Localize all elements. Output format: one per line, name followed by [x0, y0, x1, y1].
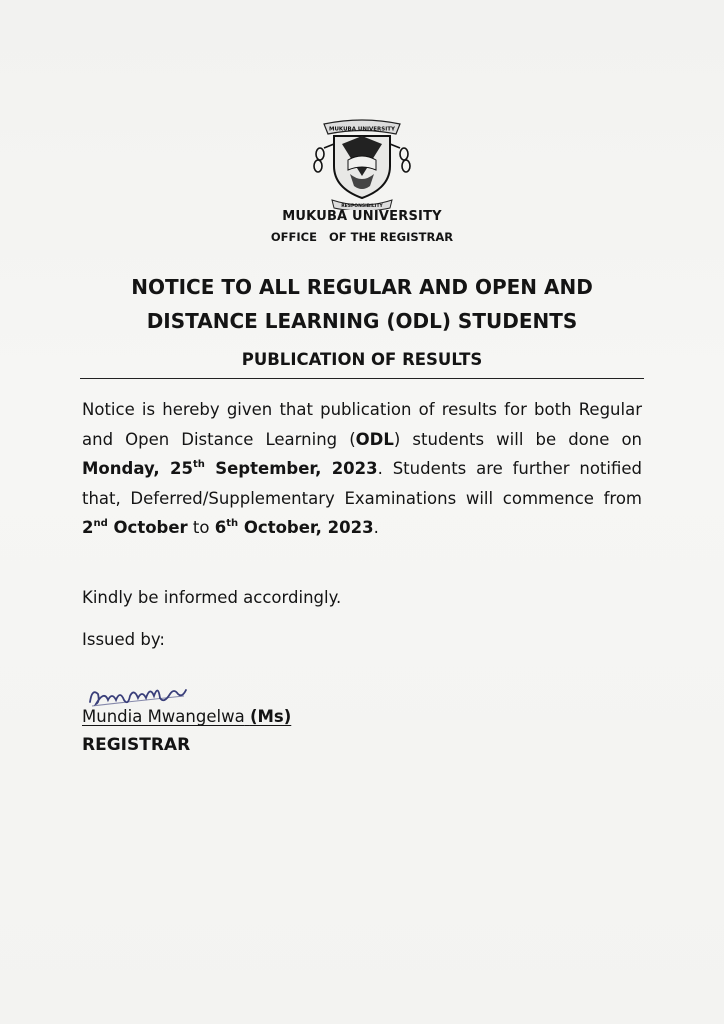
signer-title: (Ms) — [249, 707, 292, 726]
body-text-part: . Students are further notified that, Deferred/Supplementary Examinations will commence from — [82, 459, 642, 508]
date-part: October — [107, 518, 188, 537]
closing-line: Kindly be informed accordingly. — [82, 588, 342, 607]
logo-text-top: MUKUBA UNIVERSITY — [328, 126, 396, 133]
date-part: October, 2023 — [238, 518, 374, 537]
university-crest-icon — [304, 114, 420, 210]
notice-body — [82, 395, 642, 543]
date-part: Monday, 25 — [82, 459, 193, 478]
body-text-part: to — [187, 518, 215, 537]
signer-name-text: Mundia Mwangelwa — [82, 707, 245, 726]
date-part: 2 — [82, 518, 94, 537]
notice-title — [80, 270, 644, 338]
date-ordinal: th — [192, 459, 205, 470]
body-text-part: . — [373, 518, 379, 537]
odl-bold: ODL — [355, 429, 394, 449]
date-ordinal: nd — [93, 518, 108, 529]
notice-subtitle: PUBLICATION OF RESULTS — [241, 350, 483, 369]
office-name: OFFICE OF THE REGISTRAR — [270, 230, 454, 244]
date-ordinal: th — [226, 518, 239, 529]
date-part: September, 2023 — [204, 459, 378, 478]
notice-title-line-1: NOTICE TO ALL REGULAR AND OPEN AND — [131, 275, 593, 299]
signer-role: REGISTRAR — [82, 735, 191, 755]
results-date — [82, 459, 378, 478]
divider — [80, 378, 644, 379]
university-name: MUKUBA UNIVERSITY — [282, 209, 442, 224]
issued-by-label: Issued by: — [82, 630, 165, 649]
body-text-part: Notice is hereby given that publication of results for both Regular and Open Distance Learning ( — [82, 400, 642, 449]
exam-start-date — [82, 518, 188, 537]
exam-end-date — [215, 518, 374, 537]
date-part: 6 — [214, 518, 227, 537]
notice-title-line-2: DISTANCE LEARNING (ODL) STUDENTS — [146, 309, 578, 333]
logo-text-bottom: RESPONSIBILITY — [341, 204, 383, 209]
signer-name — [82, 707, 291, 726]
body-text-part: ) students will be done on — [393, 429, 643, 449]
